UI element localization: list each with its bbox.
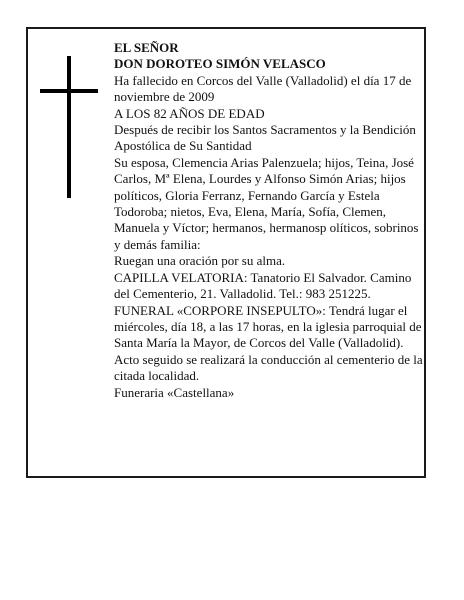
notice-text — [114, 40, 428, 401]
notice-heading: EL SEÑOR — [114, 40, 179, 55]
death-announcement: Ha fallecido en Corcos del Valle (Valladolid) el día 17 de noviembre de 2009 — [114, 72, 412, 105]
funeral-info: FUNERAL «CORPORE INSEPULTO»: Tendrá lugar el miércoles, día 18, a las 17 horas, en la iglesia parroquial de Santa María la Mayor, de Corcos del Valle (Valladolid). Acto seguido se realizará la conducción al cementerio de la citada localidad. — [114, 302, 423, 384]
cross-horizontal-bar — [40, 89, 98, 93]
sacraments-line: Después de recibir los Santos Sacramentos y la Bendición Apostólica de Su Santidad — [114, 122, 416, 154]
cross-icon — [40, 56, 98, 198]
cross-vertical-bar — [67, 56, 71, 198]
deceased-name: DON DOROTEO SIMÓN VELASCO — [114, 56, 326, 72]
obituary-notice — [26, 27, 426, 478]
prayer-request: Ruegan una oración por su alma. — [114, 253, 286, 269]
wake-chapel-info: CAPILLA VELATORIA: Tanatorio El Salvador. Camino del Cementerio, 21. Valladolid. Tel.: 983 251225. — [114, 269, 412, 302]
family-list: Su esposa, Clemencia Arias Palenzuela; hijos, Teina, José Carlos, Mª Elena, Lourdes y Alfonso Simón Arias; hijos políticos, Gloria Ferranz, Fernando García y Estela Todoroba; nietos, Eva, Elena, María, Sofía, Clemen, Manuela y Víctor; hermanos, hermanosp olíticos, sobrinos y demás familia: — [114, 154, 419, 252]
funeral-home: Funeraria «Castellana» — [114, 384, 235, 400]
age-line: A LOS 82 AÑOS DE EDAD — [114, 105, 265, 121]
